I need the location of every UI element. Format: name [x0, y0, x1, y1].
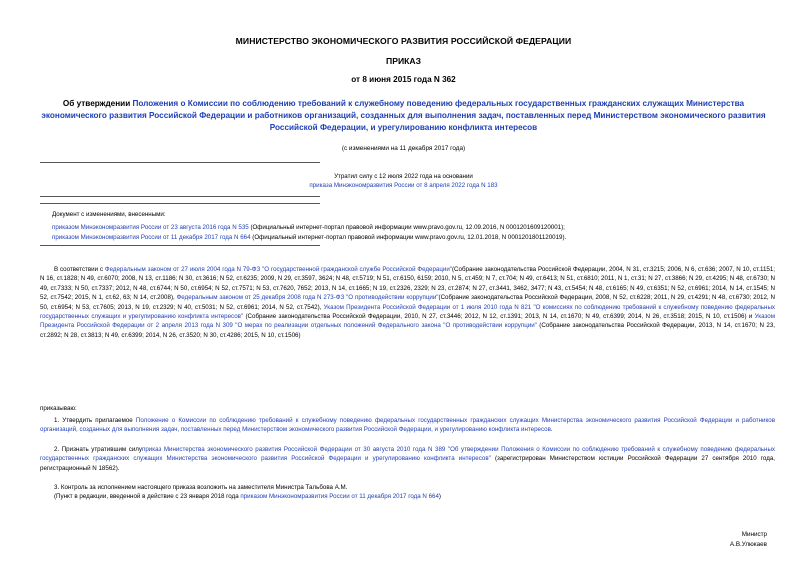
federal-law-273-link[interactable]: Федеральным законом от 25 декабря 2008 года N 273-ФЗ "О противодействии коррупции"	[176, 294, 439, 302]
preamble-text: (Собрание законодательства Российской Федерации, 2013, N 14, ст.1670; N 23, ст.2892; N 28, ст.3813; N 49, ст.6399; 2014, N 26, ст.3520; N 30, ст.4286; 2015, N 10, ст.1506)	[40, 322, 776, 339]
item-text: )	[438, 493, 441, 501]
signatory-name: А.В.Улюкаев	[729, 541, 767, 548]
lost-force-order-link[interactable]: приказа Минэкономразвития России от 8 апреля 2022 года N 183	[309, 182, 498, 190]
item-1	[40, 416, 775, 435]
preamble-text: (Собрание законодательства Российской Федерации, 2004, N 31, ст.3215; 2006, N 6, ст.636; 2007, N 10, ст.1151; N 16, ст.1828; N 49, ст.6070; 2008, N 13, ст.1186; N 30, ст.3616; N 52, ст.6235; 2009, N 29, ст.3597, 3624; N 48, ст.5719; N 51, ст.6150, 6159; 2010, N 5, ст.459; N 7, ст.704; N 49, ст.6413; N 51, ст.6810; 2011, N 1, ст.31; N 27, ст.3866; N 29, ст.4295; N 48, ст.6730; N 49, ст.7333; N 50, ст.7337; 2012, N 48, ст.6744; N 50, ст.6954; N 52, ст.7571; N 53, ст.7620, 7652; 2013, N 14, ст.1665; N 19, ст.2326, 2329; N 23, ст.2874; N 27, ст.3441, 3462, 3477; N 43, ст.5454; N 48, ст.6165; N 49, ст.6351; N 52, ст.6961; 2014, N 14, ст.1545; N 52, ст.7542; 2015, N 1, ст.62, 63; N 14, ст.2008),	[40, 266, 776, 302]
order-word: приказываю:	[40, 405, 77, 412]
item-2	[40, 445, 775, 473]
amendment-item	[52, 223, 772, 232]
document-date-number: от 8 июня 2015 года N 362	[351, 75, 456, 84]
item-text: .	[550, 426, 553, 434]
item-text: (Пункт в редакции, введенной в действие с 23 января 2018 года	[54, 493, 241, 501]
preamble-text: (Собрание законодательства Российской Федерации, 2010, N 27, ст.3446; 2012, N 12, ст.1391; 2013, N 14, ст.1670; N 49, ст.6399; 2014, N 26, ст.3518; 2015, N 10, ст.1506) и	[243, 313, 755, 321]
regulation-link[interactable]: Положение о Комиссии по соблюдению требований к служебному поведению федеральных государственных гражданских служащих Министерства экономического развития Российской Федерации и работников организаций, созданных для выполнения задач, поставленных перед Министерством экономического развития Российской Федерации, и урегулированию конфликта интересов	[40, 417, 776, 434]
divider	[40, 245, 320, 246]
document-title	[40, 98, 767, 134]
amendment-text: (Официальный интернет-портал правовой информации www.pravo.gov.ru, 12.09.2016, N 0001201609120001);	[248, 224, 565, 232]
preamble-paragraph	[40, 265, 775, 340]
changes-note: (с изменениями на 11 декабря 2017 года)	[341, 145, 466, 152]
lost-force-text: Утратил силу с 12 июля 2022 года на основании	[334, 173, 473, 180]
preamble-text: (Собрание законодательства Российской Федерации, 2008, N 52, ст.6228; 2011, N 29, ст.4291; N 48, ст.6730; 2012, N 50, ст.6954; N 53, ст.7605; 2013, N 19, ст.2329; N 40, ст.5031; N 52, ст.6961; 2014, N 52, ст.7542),	[40, 294, 775, 311]
divider	[40, 203, 320, 204]
decree-309-link[interactable]: Указом Президента Российской Федерации от 2 апреля 2013 года N 309 "О мерах по реализации отдельных положений Федерального закона "О противодействии коррупции"	[40, 313, 775, 330]
item-text: 1. Утвердить прилагаемое	[54, 417, 136, 424]
order-664-link[interactable]: приказом Минэкономразвития России от 11 декабря 2017 года N 664	[240, 493, 439, 501]
federal-law-79-link[interactable]: Федеральным законом от 27 июля 2004 года N 79-ФЗ "О государственной гражданской службе Российской Федерации"	[104, 266, 452, 273]
item-text: 3. Контроль за исполнением настоящего приказа возложить на заместителя Министра Тальбова А.М.	[54, 484, 348, 491]
item-3-edition-note	[40, 492, 775, 501]
title-regulation-link[interactable]: Положения о Комиссии по соблюдению требований к служебному поведению федеральных государственных гражданских служащих Министерства экономического развития Российской Федерации и работников организаций, созданных для выполнения задач, поставленных перед Министерством экономического развития Российской Федерации, и урегулированию конфликта интересов	[41, 99, 766, 132]
amendment-text: (Официальный интернет-портал правовой информации www.pravo.gov.ru, 12.01.2018, N 0001201801120019).	[250, 233, 567, 241]
amendment-link-2016[interactable]: приказом Минэкономразвития России от 23 августа 2016 года N 535	[52, 224, 249, 232]
amendment-link-2017[interactable]: приказом Минэкономразвития России от 11 декабря 2017 года N 664	[52, 233, 251, 241]
preamble-text: В соответствии с	[54, 266, 105, 273]
order-389-link[interactable]: приказ Министерства экономического развития Российской Федерации от 30 августа 2010 года N 389 "Об утверждении Положения о Комиссии по соблюдению требований к служебному поведению федеральных государственных гражданских служащих Министерства экономического развития Российской Федерации и урегулированию конфликта интересов"	[40, 446, 775, 463]
divider	[40, 162, 320, 163]
item-text: (зарегистрирован Министерством юстиции Российской Федерации 27 сентября 2010 года, регистрационный N 18562).	[40, 455, 776, 472]
amendments-block	[52, 210, 772, 242]
amendment-item	[52, 233, 772, 242]
signature-block	[730, 530, 767, 550]
title-prefix: Об утверждении	[62, 99, 133, 108]
divider	[40, 196, 320, 197]
ministry-heading: МИНИСТЕРСТВО ЭКОНОМИЧЕСКОГО РАЗВИТИЯ РОССИЙСКОЙ ФЕДЕРАЦИИ	[235, 36, 572, 46]
decree-821-link[interactable]: Указом Президента Российской Федерации от 1 июля 2010 года N 821 "О комиссиях по соблюдению требований к служебному поведению федеральных государственных служащих и урегулированию конфликта интересов"	[40, 303, 775, 321]
item-3	[40, 483, 775, 502]
document-type: ПРИКАЗ	[386, 56, 421, 66]
lost-force-note	[0, 172, 807, 191]
amendments-heading: Документ с изменениями, внесенными:	[52, 211, 166, 218]
item-text: 2. Признать утратившим силу	[54, 446, 142, 453]
signatory-position: Министр	[741, 531, 767, 538]
